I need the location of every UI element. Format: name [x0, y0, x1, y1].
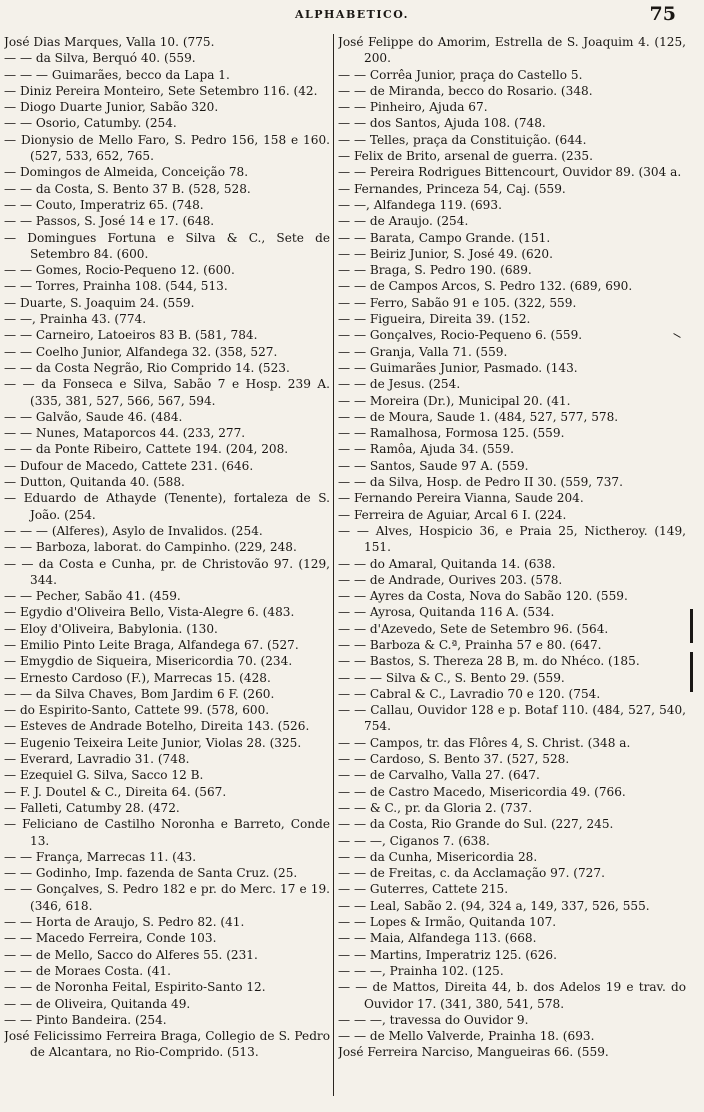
directory-entry: — —, Alfandega 119. (693.: [338, 197, 502, 212]
directory-entry: — — d'Azevedo, Sete de Setembro 96. (564.: [338, 621, 609, 636]
directory-entry: — Ferreira de Aguiar, Arcal 6 I. (224.: [338, 507, 567, 522]
right-column: [338, 34, 686, 1104]
directory-entry: — — Nunes, Mataporcos 44. (233, 277.: [4, 426, 246, 441]
directory-entry: — — de Campos Arcos, S. Pedro 132. (689, 690.: [338, 279, 633, 294]
directory-entry: — — Corrêa Junior, praça do Castello 5.: [338, 67, 583, 82]
directory-entry: — Eugenio Teixeira Leite Junior, Violas 28. (325.: [4, 735, 302, 750]
directory-entry: — — do Amaral, Quitanda 14. (638.: [338, 556, 556, 571]
directory-entry: — — Pinto Bandeira. (254.: [4, 1012, 167, 1027]
directory-entry: — — da Silva Chaves, Bom Jardim 6 F. (260.: [4, 686, 275, 701]
directory-entry: — Diogo Duarte Junior, Sabão 320.: [4, 100, 219, 115]
directory-entry: — — Granja, Valla 71. (559.: [338, 344, 508, 359]
directory-entry: — — de Carvalho, Valla 27. (647.: [338, 768, 540, 783]
directory-entry: — — Martins, Imperatriz 125. (626.: [338, 947, 557, 962]
directory-entry: — Eloy d'Oliveira, Babylonia. (130.: [4, 621, 218, 636]
directory-entry: — — Braga, S. Pedro 190. (689.: [338, 263, 532, 278]
directory-entry: — — Guterres, Cattete 215.: [338, 882, 509, 897]
directory-entry: — — Pecher, Sabão 41. (459.: [4, 589, 181, 604]
directory-entry: — — Ramalhosa, Formosa 125. (559.: [338, 426, 565, 441]
directory-entry: — Feliciano de Castilho Noronha e Barreto, Conde 13.: [4, 817, 330, 848]
directory-entry: — — Telles, praça da Constituição. (644.: [338, 132, 587, 147]
directory-entry: — — da Silva, Berquó 40. (559.: [4, 51, 196, 66]
directory-entry: — — da Costa, S. Bento 37 B. (528, 528.: [4, 181, 251, 196]
directory-entry: — — & C., pr. da Gloria 2. (737.: [338, 800, 533, 815]
directory-entry: — — de Castro Macedo, Misericordia 49. (766.: [338, 784, 626, 799]
directory-entry: — Emilio Pinto Leite Braga, Alfandega 67. (527.: [4, 637, 299, 652]
directory-entry: — — Lopes & Irmão, Quitanda 107.: [338, 915, 557, 930]
directory-entry: — — Passos, S. José 14 e 17. (648.: [4, 214, 215, 229]
directory-entry: — — Guimarães Junior, Pasmado. (143.: [338, 360, 578, 375]
directory-entry: — — Callau, Ouvidor 128 e p. Botaf 110. (484, 527, 540, 754.: [338, 703, 686, 734]
directory-entry: — Dufour de Macedo, Cattete 231. (646.: [4, 458, 254, 473]
directory-entry: — Everard, Lavradio 31. (748.: [4, 752, 190, 767]
directory-entry: — Falleti, Catumby 28. (472.: [4, 800, 180, 815]
directory-entry: — — Bastos, S. Thereza 28 B, m. do Nhéco. (185.: [338, 654, 640, 669]
directory-entry: — Eduardo de Athayde (Tenente), fortaleza de S. João. (254.: [4, 491, 330, 522]
directory-entry: — — de Mattos, Direita 44, b. dos Adelos 19 e trav. do Ouvidor 17. (341, 380, 541, 578.: [338, 980, 686, 1011]
directory-entry: — — Leal, Sabão 2. (94, 324 a, 149, 337, 526, 555.: [338, 898, 650, 913]
directory-entry: — — Barboza & C.ª, Prainha 57 e 80. (647.: [338, 637, 602, 652]
directory-entry: José Ferreira Narciso, Mangueiras 66. (559.: [338, 1045, 609, 1060]
directory-entry: — — — (Alferes), Asylo de Invalidos. (254.: [4, 523, 263, 538]
directory-entry: — — Moreira (Dr.), Municipal 20. (41.: [338, 393, 571, 408]
directory-entry: — — Ferro, Sabão 91 e 105. (322, 559.: [338, 295, 577, 310]
directory-entry: — — dos Santos, Ajuda 108. (748.: [338, 116, 546, 131]
margin-pencil-mark: [690, 609, 693, 643]
directory-entry: José Dias Marques, Valla 10. (775.: [4, 35, 215, 49]
directory-entry: — — Ayrosa, Quitanda 116 A. (534.: [338, 605, 555, 620]
directory-entry: — — Campos, tr. das Flôres 4, S. Christ. (348 a.: [338, 735, 631, 750]
directory-entry: — — —, Ciganos 7. (638.: [338, 833, 490, 848]
directory-entry: — — de Andrade, Ourives 203. (578.: [338, 572, 563, 587]
directory-entry: — — Horta de Araujo, S. Pedro 82. (41.: [4, 915, 245, 930]
directory-entry: — — Ramôa, Ajuda 34. (559.: [338, 442, 514, 457]
directory-entry: — Felix de Brito, arsenal de guerra. (235.: [338, 149, 593, 164]
directory-entry: — — de Noronha Feital, Espirito-Santo 12.: [4, 980, 266, 995]
page-number: 75: [649, 3, 676, 25]
directory-entry: — Ernesto Cardoso (F.), Marrecas 15. (428.: [4, 670, 271, 685]
left-column: [4, 34, 330, 1104]
directory-entry: — — Maia, Alfandega 113. (668.: [338, 931, 537, 946]
directory-entry: — — Pereira Rodrigues Bittencourt, Ouvidor 89. (304 a.: [338, 165, 682, 180]
directory-entry: — —, Prainha 43. (774.: [4, 312, 147, 327]
directory-entry: — — —, travessa do Ouvidor 9.: [338, 1012, 529, 1027]
directory-entry: — — Gomes, Rocio-Pequeno 12. (600.: [4, 263, 235, 278]
directory-entry: — — de Miranda, becco do Rosario. (348.: [338, 83, 593, 98]
directory-entry: — Duarte, S. Joaquim 24. (559.: [4, 295, 195, 310]
directory-entry: — Diniz Pereira Monteiro, Sete Setembro 116. (42.: [4, 83, 318, 98]
directory-entry: — — Couto, Imperatriz 65. (748.: [4, 197, 204, 212]
directory-entry: — F. J. Doutel & C., Direita 64. (567.: [4, 784, 227, 799]
directory-entry: — — de Mello, Sacco do Alferes 55. (231.: [4, 947, 258, 962]
directory-entry: — Ezequiel G. Silva, Sacco 12 B.: [4, 768, 204, 783]
directory-entry: — — Galvão, Saude 46. (484.: [4, 409, 183, 424]
directory-entry: — — da Costa Negrão, Rio Comprido 14. (523.: [4, 360, 290, 375]
directory-entry: — — Osorio, Catumby. (254.: [4, 116, 177, 131]
directory-entry: — — —, Prainha 102. (125.: [338, 963, 504, 978]
running-head: ALPHABETICO.: [294, 8, 409, 21]
directory-entry: — — da Ponte Ribeiro, Cattete 194. (204, 208.: [4, 442, 289, 457]
column-divider: [333, 34, 334, 1096]
directory-entry: — — Gonçalves, S. Pedro 182 e pr. do Merc. 17 e 19. (346, 618.: [4, 882, 330, 913]
directory-entry: — — da Fonseca e Silva, Sabão 7 e Hosp. 239 A. (335, 381, 527, 566, 567, 594.: [4, 377, 330, 408]
directory-entry: — — Carneiro, Latoeiros 83 B. (581, 784.: [4, 328, 258, 343]
directory-entry: — — Cardoso, S. Bento 37. (527, 528.: [338, 752, 570, 767]
directory-entry: — — de Freitas, c. da Acclamação 97. (727.: [338, 866, 605, 881]
directory-entry: — — da Silva, Hosp. de Pedro II 30. (559, 737.: [338, 475, 623, 490]
directory-entry: — — de Araujo. (254.: [338, 214, 469, 229]
directory-entry: — do Espirito-Santo, Cattete 99. (578, 600.: [4, 703, 270, 718]
directory-entry: — — França, Marrecas 11. (43.: [4, 849, 197, 864]
directory-entry: — — Godinho, Imp. fazenda de Santa Cruz. (25.: [4, 866, 298, 881]
directory-entry: — — da Costa e Cunha, pr. de Christovão 97. (129, 344.: [4, 556, 330, 587]
directory-entry: — — Coelho Junior, Alfandega 32. (358, 527.: [4, 344, 278, 359]
directory-entry: — — — Silva & C., S. Bento 29. (559.: [338, 670, 565, 685]
directory-entry: — — de Mello Valverde, Prainha 18. (693.: [338, 1029, 595, 1044]
directory-entry: — — Beiriz Junior, S. José 49. (620.: [338, 246, 553, 261]
directory-entry: — — Gonçalves, Rocio-Pequeno 6. (559.: [338, 328, 583, 343]
directory-entry: — Esteves de Andrade Botelho, Direita 143. (526.: [4, 719, 310, 734]
directory-entry: — — da Costa, Rio Grande do Sul. (227, 245.: [338, 817, 614, 832]
directory-entry: — — de Oliveira, Quitanda 49.: [4, 996, 191, 1011]
directory-entry: — Emygdio de Siqueira, Misericordia 70. (234.: [4, 654, 293, 669]
directory-entry: — — Figueira, Direita 39. (152.: [338, 312, 531, 327]
directory-entry: — — Macedo Ferreira, Conde 103.: [4, 931, 217, 946]
directory-entry: — Egydio d'Oliveira Bello, Vista-Alegre 6. (483.: [4, 605, 295, 620]
directory-entry: — Fernando Pereira Vianna, Saude 204.: [338, 491, 584, 506]
directory-entry: — — Santos, Saude 97 A. (559.: [338, 458, 529, 473]
directory-entry: — — de Jesus. (254.: [338, 377, 461, 392]
directory-entry: — — Cabral & C., Lavradio 70 e 120. (754.: [338, 686, 601, 701]
directory-entry: — Fernandes, Princeza 54, Caj. (559.: [338, 181, 566, 196]
directory-entry: — — — Guimarães, becco da Lapa 1.: [4, 67, 230, 82]
directory-entry: — — Ayres da Costa, Nova do Sabão 120. (559.: [338, 589, 628, 604]
page-header: [0, 3, 704, 29]
directory-entry: — Domingues Fortuna e Silva & C., Sete de Setembro 84. (600.: [4, 230, 330, 261]
directory-entry: — Dutton, Quitanda 40. (588.: [4, 475, 185, 490]
directory-entry: — — Torres, Prainha 108. (544, 513.: [4, 279, 228, 294]
directory-entry: — — Barata, Campo Grande. (151.: [338, 230, 551, 245]
directory-entry: — Dionysio de Mello Faro, S. Pedro 156, 158 e 160. (527, 533, 652, 765.: [4, 132, 330, 164]
directory-entry: José Felicissimo Ferreira Braga, Collegio de S. Pedro de Alcantara, no Rio-Comprido. (513.: [4, 1029, 330, 1060]
directory-entry: — — da Cunha, Misericordia 28.: [338, 849, 538, 864]
directory-entry: — Domingos de Almeida, Conceição 78.: [4, 165, 249, 180]
directory-entry: — — Alves, Hospicio 36, e Praia 25, Nictheroy. (149, 151.: [338, 523, 686, 555]
margin-pencil-mark: [690, 652, 693, 692]
directory-entry: — — de Moura, Saude 1. (484, 527, 577, 578.: [338, 409, 619, 424]
directory-entry: — — Pinheiro, Ajuda 67.: [338, 100, 488, 115]
directory-entry: — — Barboza, laborat. do Campinho. (229, 248.: [4, 540, 297, 555]
directory-entry: — — de Moraes Costa. (41.: [4, 963, 171, 978]
directory-entry: José Felippe do Amorim, Estrella de S. Joaquim 4. (125, 200.: [338, 35, 686, 66]
